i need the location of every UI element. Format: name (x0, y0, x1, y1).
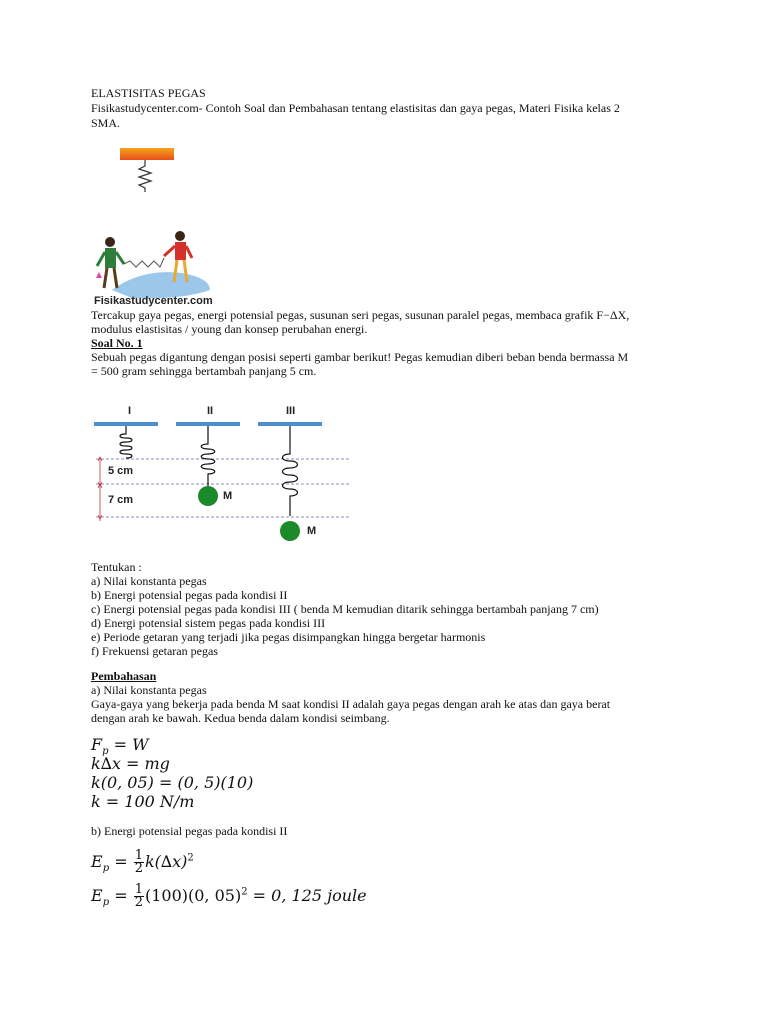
mass-label-2: M (223, 490, 233, 502)
spring-illustration (118, 146, 178, 196)
mass-label-3: M (307, 525, 317, 537)
spring-1 (120, 426, 132, 458)
label-condition-3: III (286, 405, 296, 417)
intro-text-cont: SMA. (91, 116, 121, 130)
task-f: f) Frekuensi getaran pegas (91, 644, 218, 658)
spring-conditions-diagram (88, 402, 350, 550)
soal-heading: Soal No. 1 (91, 336, 143, 350)
solution-a-title: a) Nilai konstanta pegas (91, 683, 207, 697)
spring-3 (283, 426, 298, 516)
mass-ball-2 (198, 486, 218, 506)
ceiling-2 (176, 422, 240, 426)
tentukan-label: Tentukan : (91, 560, 142, 574)
scope-text: Tercakup gaya pegas, energi potensial pegas, susunan seri pegas, susunan paralel pegas, membaca grafik F−ΔX, (91, 308, 630, 322)
soal-text-cont: = 500 gram sehingga bertambah panjang 5 cm. (91, 364, 317, 378)
soal-text: Sebuah pegas digantung dengan posisi seperti gambar berikut! Pegas kemudian diberi beban benda bermassa M (91, 350, 629, 364)
scope-text-cont: modulus elastisitas / young dan konsep perubahan energi. (91, 322, 368, 336)
task-a: a) Nilai konstanta pegas (91, 574, 207, 588)
task-e: e) Periode getaran yang terjadi jika pegas disimpangkan hingga bergetar harmonis (91, 630, 486, 644)
equation-2: k∆x = mg (91, 754, 170, 773)
mass-ball-3 (280, 521, 300, 541)
solution-a-text-cont: dengan arah ke bawah. Kedua benda dalam kondisi seimbang. (91, 711, 390, 725)
spring-2 (201, 426, 215, 486)
intro-text: Fisikastudycenter.com- Contoh Soal dan Pembahasan tentang elastisitas dan gaya pegas, Materi Fisika kelas 2 (91, 101, 620, 115)
page-title: ELASTISITAS PEGAS (91, 86, 206, 100)
equation-4: k = 100 N/m (91, 792, 195, 811)
task-c: c) Energi potensial pegas pada kondisi III ( benda M kemudian ditarik sehingga bertambah panjang 7 cm) (91, 602, 599, 616)
pembahasan-heading: Pembahasan (91, 669, 157, 683)
solution-a-text: Gaya-gaya yang bekerja pada benda M saat kondisi II adalah gaya pegas dengan arah ke atas dan gaya berat (91, 697, 611, 711)
label-condition-2: II (207, 405, 214, 417)
dimension-5cm: 5 cm (108, 465, 134, 477)
dimension-7cm: 7 cm (108, 494, 134, 506)
ceiling-1 (94, 422, 158, 426)
equation-6: $E_p$ = $\frac{1}{2}$ (100)(0, 05)$^2$ = 0, 125 joule (91, 882, 367, 910)
solution-b-title: b) Energi potensial pegas pada kondisi II (91, 824, 288, 838)
task-b: b) Energi potensial pegas pada kondisi II (91, 588, 288, 602)
label-condition-1: I (128, 405, 132, 417)
task-d: d) Energi potensial sistem pegas pada kondisi III (91, 616, 326, 630)
equation-3: k(0, 05) = (0, 5)(10) (91, 773, 254, 792)
ceiling-3 (258, 422, 322, 426)
equation-1: $F_p = W$ (91, 735, 149, 758)
equation-5: $E_p$ = $\frac{1}{2}$ $k(\Delta x)^2$ (91, 848, 194, 876)
site-logo: Fisikastudycenter.com (94, 295, 213, 307)
